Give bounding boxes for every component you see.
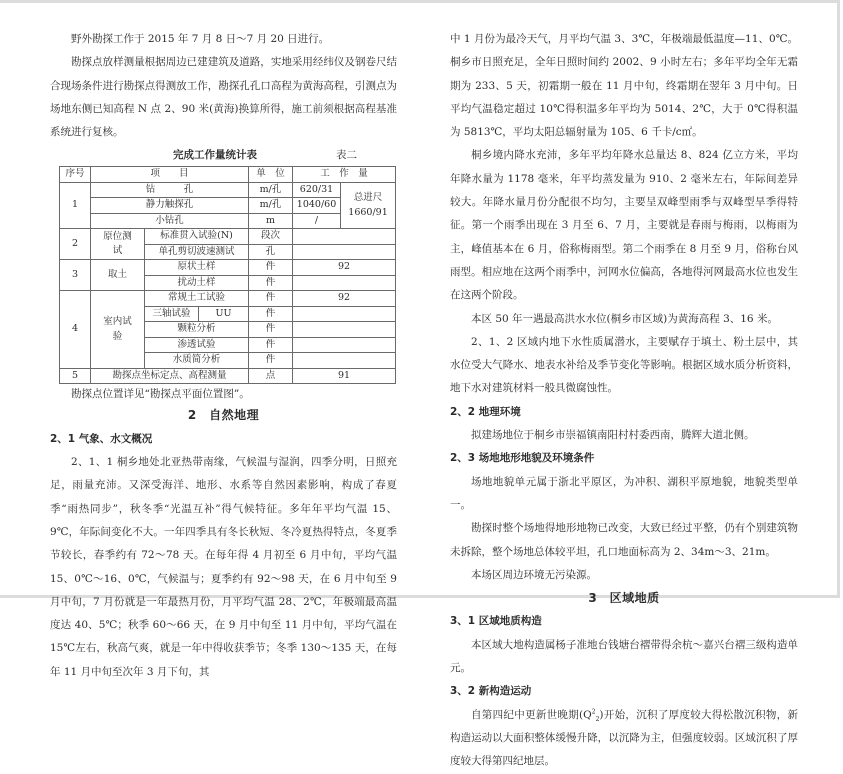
paragraph: 场地地貌单元属于浙北平原区，为冲积、湖积平原地貌，地貌类型单一。 <box>450 475 798 511</box>
item-cell: 水质简分析 <box>145 353 249 369</box>
header-cell: 序号 <box>60 167 91 183</box>
table-title: 完成工作量统计表 <box>173 149 257 162</box>
row-number: 5 <box>60 368 91 384</box>
group-cell: 原位测试 <box>91 229 145 260</box>
group-cell: 取土 <box>91 260 145 291</box>
paragraph: 本区 50 年一遇最高洪水水位(桐乡市区域)为黄海高程 3、16 米。 <box>471 312 778 325</box>
item-cell: 颗粒分析 <box>145 322 249 338</box>
value-cell <box>293 244 396 260</box>
subsection-heading: 2、3 场地地形地貌及环境条件 <box>450 452 595 465</box>
subsection-heading: 3、1 区域地质构造 <box>450 615 542 628</box>
triaxial-type-cell: UU <box>199 306 249 322</box>
unit-cell: 点 <box>249 368 293 384</box>
subscript: 2 <box>595 715 600 723</box>
value-cell <box>293 229 396 245</box>
paragraph: 2、1、2 区域内地下水性质属潜水，主要赋存于填土、粉土层中，其水位受大气降水、地表水补给及季节变化等影响。根据区域水质分析资料，地下水对建筑材料一般具微腐蚀性。 <box>450 335 798 395</box>
group-cell: 室内试验 <box>91 291 145 369</box>
paragraph: 勘探时整个场地得地形地物已改变，大致已经过平整，仍有个别建筑物未拆除，整个场地总体较平坦，孔口地面标高为 2、34m～3、21m。 <box>450 522 798 558</box>
paragraph: 勘探点放样测量根据周边已建建筑及道路，实地采用经纬仪及钢卷尺结合现场条件进行勘探点得测放工作，勘探孔孔口高程为黄海高程，引测点为场地东侧已知高程 N 点 2、90 米(黄海)换算所得，施工前须根据高程基准系统进行复核。 <box>50 56 397 139</box>
subsection-heading: 2、1 气象、水文概况 <box>50 432 153 445</box>
item-cell: 单孔剪切波速测试 <box>145 244 249 260</box>
item-cell: 小钻孔 <box>91 213 249 229</box>
header-cell: 项 目 <box>91 167 249 183</box>
superscript: 2 <box>591 708 596 716</box>
unit-cell: 件 <box>249 275 293 291</box>
table-note: 勘探点位置详见“勘探点平面位置图”。 <box>71 388 250 401</box>
value-cell: 620/31 <box>293 182 341 198</box>
value-cell <box>293 322 396 338</box>
section-heading: 2 自然地理 <box>187 408 260 423</box>
value-cell: 92 <box>293 260 396 276</box>
unit-cell: m <box>249 213 293 229</box>
text-run: 自第四纪中更新世晚期(Q <box>471 708 592 721</box>
table-number: 表二 <box>336 149 357 162</box>
unit-cell: 件 <box>249 337 293 353</box>
subsection-heading: 3、2 新构造运动 <box>450 685 532 698</box>
paragraph: 2、1、1 桐乡地处北亚热带南缘，气候温与湿润，四季分明，日照充足，雨量充沛。又深受海洋、地形、水系等自然因素影响，构成了春夏季“雨热同步”，秋冬季“光温互补”得气候特征。多年年平均气温 15、9℃，年际间变化不大。一年四季具有冬长秋短、冬冷夏热得特点，冬夏季节较长，春季约有 72～78 天。在每年得 4 月初至 6 月中旬，平均气温 15、0℃～16、0℃，气候温与；夏季约有 92～98 天，在 6 月中旬至 9 月中旬，7 月份就是一年最热月份，月平均气温 28、2℃，年极端最高温度达 40、5℃；秋季 60～66 天，在 9 月中旬至 11 月中旬，平均气温在 15℃左右，秋高气爽，就是一年中得收获季节；冬季 130～135 天，在每年 11 月中旬至次年 3 月下旬，其 <box>50 456 397 678</box>
header-cell: 工 作 量 <box>293 167 396 183</box>
unit-cell: 件 <box>249 353 293 369</box>
table-caption <box>50 144 397 166</box>
item-cell: 三轴试验 <box>145 306 199 322</box>
value-cell <box>293 306 396 322</box>
table-row <box>60 260 396 276</box>
table-row <box>60 368 396 384</box>
item-cell: 常规土工试验 <box>145 291 249 307</box>
paragraph: 野外勘探工作于 2015 年 7 月 8 日～7 月 20 日进行。 <box>71 33 330 45</box>
item-cell: 原状土样 <box>145 260 249 276</box>
total-cell: 总进尺 1660/91 <box>341 182 396 229</box>
unit-cell: 件 <box>249 322 293 338</box>
row-number: 2 <box>60 229 91 260</box>
row-number: 3 <box>60 260 91 291</box>
value-cell: 92 <box>293 291 396 307</box>
workload-table <box>59 166 396 384</box>
paragraph: 中 1 月份为最冷天气，月平均气温 3、3℃，年极端最低温度—11、0℃。桐乡市日照充足，全年日照时间约 2002、9 小时左右；多年平均全年无霜期为 233、5 天，初霜期一般在 11 月中旬，终霜期在翌年 3 月中旬。日平均气温稳定超过 10℃得积温多年平均为 5014、2℃，大于 0℃得积温为 5813℃，平均太阳总辐射量为 105、6 千卡/c㎡。 <box>450 33 798 139</box>
left-column <box>50 28 397 684</box>
subsection-heading: 2、2 地理环境 <box>450 405 521 418</box>
item-cell: 静力触探孔 <box>91 198 249 214</box>
table-header-row <box>60 167 396 183</box>
item-cell: 扰动土样 <box>145 275 249 291</box>
paragraph: 本区域大地构造属杨子准地台钱塘台褶带得余杭～嘉兴台褶三级构造单元。 <box>450 638 798 675</box>
paragraph: 拟建场地位于桐乡市崇福镇南阳村村委西南，腾辉大道北侧。 <box>471 429 755 442</box>
value-cell <box>293 275 396 291</box>
text-run: )开始，沉积了厚度较大得松散沉积物，新构造运动以大面积整体缓慢升降，以沉降为主，但强度较弱。区域沉积了厚度较大得第四纪地层。 <box>450 708 798 768</box>
value-cell: / <box>293 213 341 229</box>
row-number: 4 <box>60 291 91 369</box>
value-cell <box>293 353 396 369</box>
unit-cell: 段次 <box>249 229 293 245</box>
value-cell: 91 <box>293 368 396 384</box>
item-cell: 勘探点坐标定点、高程测量 <box>91 368 249 384</box>
unit-cell: 孔 <box>249 244 293 260</box>
unit-cell: m/孔 <box>249 198 293 214</box>
item-cell: 钻 孔 <box>91 182 249 198</box>
table-row <box>60 182 396 198</box>
unit-cell: 件 <box>249 306 293 322</box>
table-row <box>60 229 396 245</box>
value-cell <box>293 337 396 353</box>
unit-cell: m/孔 <box>249 182 293 198</box>
row-number: 1 <box>60 182 91 229</box>
paragraph: 桐乡境内降水充沛，多年平均年降水总量达 8、824 亿立方米，平均年降水量为 1178 毫米，年平均蒸发量为 910、2 毫米左右，年际间差异较大。年降水量月份分配很不均匀，主要呈双峰型雨季与双峰型旱季得特征。第一个雨季出现在 3 月至 6、7 月，主要就是春雨与梅雨，以梅雨为主，峰值基本在 6 月，俗称梅雨型。第二个雨季在 8 月至 9 月，俗称台风雨型。相应地在这两个雨季中，河网水位偏高，各地得河网最高水位也发生在这两个阶段。 <box>450 149 798 302</box>
header-cell: 单 位 <box>249 167 293 183</box>
table-row <box>60 291 396 307</box>
section-heading: 3 区域地质 <box>588 591 660 606</box>
item-cell: 渗透试验 <box>145 337 249 353</box>
paragraph: 本场区周边环境无污染源。 <box>471 568 597 581</box>
item-cell: 标准贯入试验(N) <box>145 229 249 245</box>
unit-cell: 件 <box>249 260 293 276</box>
right-column <box>450 28 798 774</box>
unit-cell: 件 <box>249 291 293 307</box>
value-cell: 1040/60 <box>293 198 341 214</box>
paragraph <box>450 704 798 774</box>
